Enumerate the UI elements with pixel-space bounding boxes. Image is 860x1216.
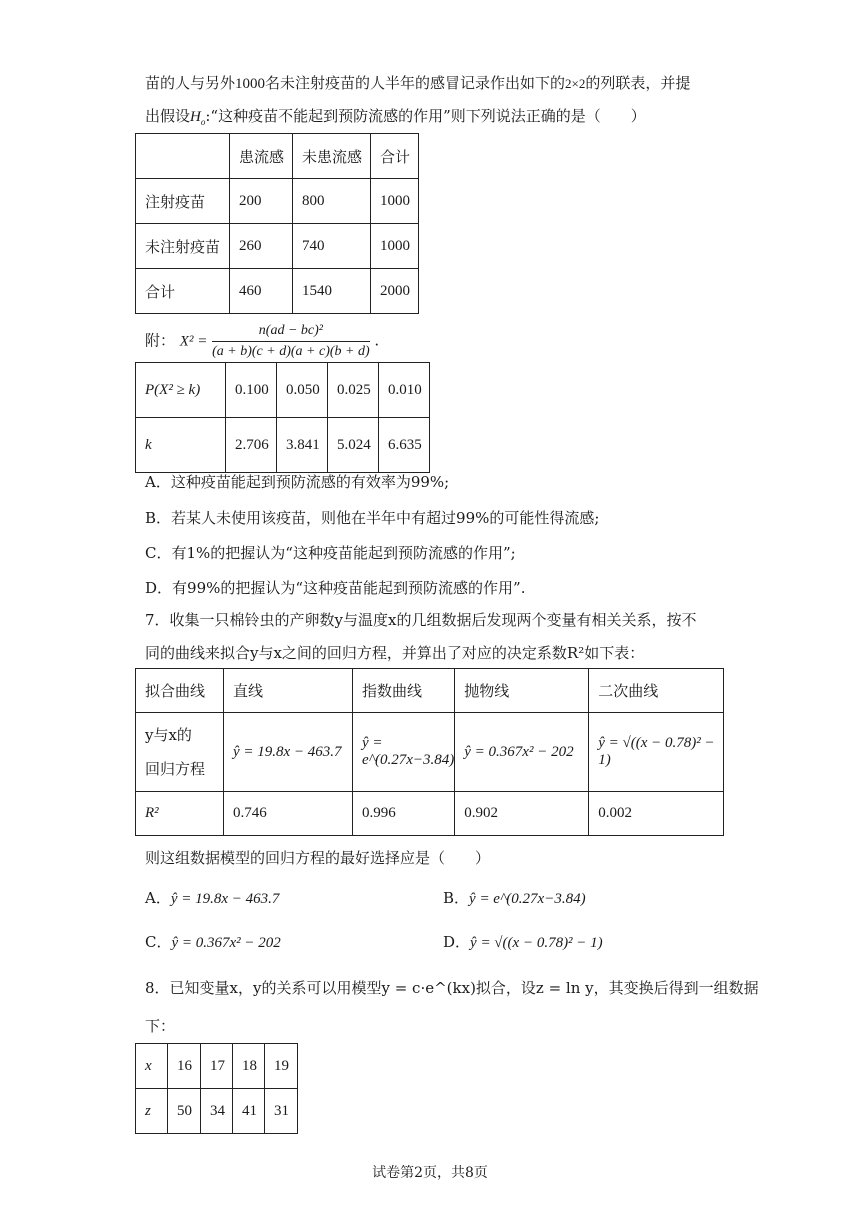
chi-square-formula <box>145 323 379 360</box>
table-cell: 19 <box>265 1044 298 1089</box>
question-8-line-2: 下： <box>145 1017 176 1035</box>
row-label: k <box>136 418 226 473</box>
formula-lhs: X² = <box>179 333 208 350</box>
formula-suffix: . <box>374 331 380 350</box>
regression-table <box>135 668 724 836</box>
table-header: 患流感 <box>230 134 293 179</box>
table-row <box>136 669 724 713</box>
table-cell: 800 <box>293 179 371 224</box>
option-letter: D． <box>443 933 471 951</box>
table-header: 抛物线 <box>455 669 589 713</box>
table-row <box>136 363 430 418</box>
question-8-line-1: 8．已知变量x，y的关系可以用模型y = c·e^(kx)拟合，设z = ln y，其变换后得到一组数据 <box>145 979 759 997</box>
option-expression: ŷ = √((x − 0.78)² − 1) <box>470 935 603 951</box>
table-row <box>136 134 419 179</box>
table-cell: 31 <box>265 1089 298 1134</box>
equation-exponential: ŷ = e^(0.27x−3.84) <box>353 713 455 792</box>
table-row <box>136 1089 298 1134</box>
row-label: R² <box>136 792 224 836</box>
row-label: 合计 <box>136 269 230 314</box>
equation-quadratic: ŷ = √((x − 0.78)² − 1) <box>589 713 724 792</box>
option-b <box>443 888 586 909</box>
table-row <box>136 713 724 792</box>
table-cell: 0.050 <box>277 363 328 418</box>
table-cell: 0.902 <box>455 792 589 836</box>
table-cell: 1000 <box>371 179 419 224</box>
table-row <box>136 179 419 224</box>
option-expression: ŷ = 19.8x − 463.7 <box>170 891 280 907</box>
table-cell: 17 <box>201 1044 233 1089</box>
option-letter: B． <box>443 889 470 907</box>
table-cell: 260 <box>230 224 293 269</box>
table-cell: 41 <box>233 1089 265 1134</box>
formula-prefix: 附： <box>145 331 176 350</box>
table-row <box>136 418 430 473</box>
question-7-prompt: 则这组数据模型的回归方程的最好选择应是（ ） <box>145 849 491 867</box>
table-header: 指数曲线 <box>353 669 455 713</box>
table-header: 二次曲线 <box>589 669 724 713</box>
question-7-line-2: 同的曲线来拟合y与x之间的回归方程，并算出了对应的决定系数R²如下表： <box>145 644 645 662</box>
table-cell: 0.010 <box>379 363 430 418</box>
question-intro-line-1: 苗的人与另外1000名未注射疫苗的人半年的感冒记录作出如下的2×2的列联表，并提 <box>145 74 691 92</box>
table-cell: 740 <box>293 224 371 269</box>
table-header: 合计 <box>371 134 419 179</box>
table-header: 直线 <box>224 669 353 713</box>
table-row <box>136 1044 298 1089</box>
table-cell: 0.002 <box>589 792 724 836</box>
question-intro-line-2: 出假设$H_o:“$这种疫苗不能起到预防流感的作用”则下列说法正确的是（ ） <box>145 107 646 127</box>
table-cell <box>136 134 230 179</box>
critical-value-table <box>135 362 430 473</box>
row-label: 注射疫苗 <box>136 179 230 224</box>
option-c <box>145 932 281 953</box>
table-cell: 18 <box>233 1044 265 1089</box>
option-a: A．这种疫苗能起到预防流感的有效率为99%; <box>145 473 450 491</box>
question-7-line-1: 7．收集一只棉铃虫的产卵数y与温度x的几组数据后发现两个变量有相关关系，按不 <box>145 611 697 629</box>
formula-numerator: n(ad − bc)² <box>212 323 370 342</box>
table-header: 未患流感 <box>293 134 371 179</box>
option-d: D．有99%的把握认为“这种疫苗能起到预防流感的作用”. <box>145 579 526 597</box>
table-cell: 0.996 <box>353 792 455 836</box>
contingency-table <box>135 133 419 314</box>
page-footer: 试卷第2页，共8页 <box>372 1165 488 1181</box>
table-row <box>136 269 419 314</box>
data-table <box>135 1043 298 1134</box>
table-cell: 16 <box>168 1044 201 1089</box>
table-cell: 0.746 <box>224 792 353 836</box>
table-cell: 1000 <box>371 224 419 269</box>
equation-linear: ŷ = 19.8x − 463.7 <box>224 713 353 792</box>
formula-denominator: (a + b)(c + d)(a + c)(b + d) <box>212 344 370 359</box>
table-row <box>136 224 419 269</box>
table-cell: 0.025 <box>328 363 379 418</box>
table-cell: 50 <box>168 1089 201 1134</box>
table-cell: 1540 <box>293 269 371 314</box>
eq-label-line-1: y与x的 <box>145 726 192 744</box>
option-expression: ŷ = 0.367x² − 202 <box>171 935 281 951</box>
eq-label-line-2: 回归方程 <box>145 760 206 778</box>
option-expression: ŷ = e^(0.27x−3.84) <box>469 891 586 907</box>
table-cell: 0.100 <box>226 363 277 418</box>
option-c: C．有1%的把握认为“这种疫苗能起到预防流感的作用”; <box>145 544 516 562</box>
row-label: x <box>136 1044 168 1089</box>
table-cell: 6.635 <box>379 418 430 473</box>
table-cell: 460 <box>230 269 293 314</box>
option-b: B．若某人未使用该疫苗，则他在半年中有超过99%的可能性得流感; <box>145 509 600 527</box>
table-cell: 200 <box>230 179 293 224</box>
option-d <box>443 932 603 953</box>
option-letter: C． <box>145 933 172 951</box>
table-cell: 2000 <box>371 269 419 314</box>
row-label <box>136 713 224 792</box>
option-a <box>145 888 279 909</box>
formula-fraction <box>212 323 370 360</box>
row-label: 未注射疫苗 <box>136 224 230 269</box>
option-letter: A． <box>145 889 171 907</box>
equation-parabola: ŷ = 0.367x² − 202 <box>455 713 589 792</box>
table-cell: 34 <box>201 1089 233 1134</box>
row-label: P(X² ≥ k) <box>136 363 226 418</box>
table-cell: 2.706 <box>226 418 277 473</box>
table-cell: 5.024 <box>328 418 379 473</box>
table-header: 拟合曲线 <box>136 669 224 713</box>
row-label: z <box>136 1089 168 1134</box>
table-row <box>136 792 724 836</box>
table-cell: 3.841 <box>277 418 328 473</box>
